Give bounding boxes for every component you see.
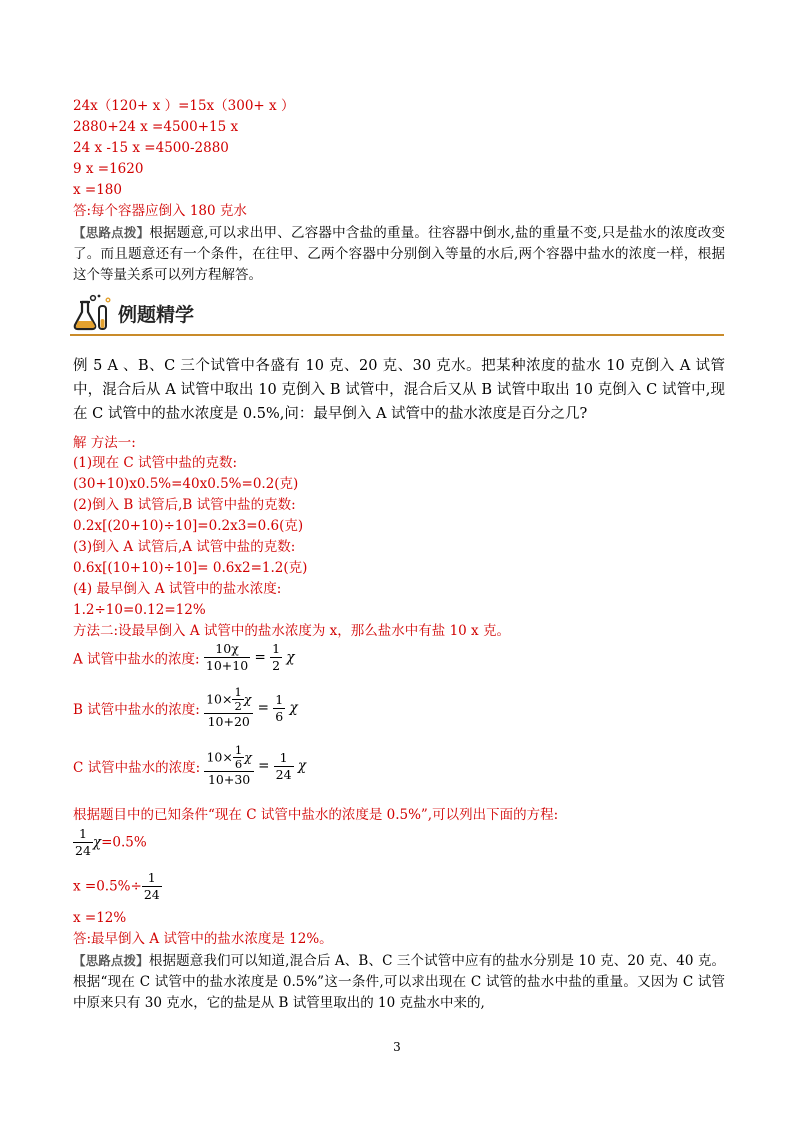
solution-step: (4) 最早倒入 A 试管中的盐水浓度: (73, 581, 282, 597)
fraction: $\frac{1}{24}$ (275, 749, 292, 782)
hint-tag: 【思路点拨】 (73, 225, 150, 240)
concentration-a: A 试管中盐水的浓度: $\frac{10\chi}{10+10}$ = $\frac{1}{2}$ χ (73, 641, 295, 673)
lab-flask-icon (72, 292, 116, 332)
solution-heading: 解 方法一: (73, 435, 136, 451)
fraction: $\frac{1}{24}$ (75, 826, 91, 858)
fraction: 10× $\frac{1}{6}$ χ 10+30 (206, 743, 252, 787)
equation-2: x =0.5%÷ $\frac{1}{24}$ (73, 870, 160, 902)
answer-line: 答:每个容器应倒入 180 克水 (73, 203, 247, 219)
label-c: C 试管中盐水的浓度: (73, 760, 201, 776)
concentration-b: B 试管中盐水的浓度: 10× $\frac{1}{2}$ χ 10+20 = $\frac{1}{6}$ χ (73, 685, 298, 729)
equation-line: 24 x -15 x =4500-2880 (73, 140, 229, 156)
equation-line: 24x（120+ x ）=15x（300+ x ） (73, 98, 295, 114)
equation-line: 9 x =1620 (73, 161, 144, 177)
hint-paragraph (73, 950, 725, 1014)
concentration-c: C 试管中盐水的浓度: 10× $\frac{1}{6}$ χ 10+30 = $\frac{1}{24}$ χ (73, 743, 307, 787)
solution-step: (30+10)x0.5%=40x0.5%=0.2(克) (73, 476, 299, 492)
label-a: A 试管中盐水的浓度: (73, 651, 200, 668)
equation-1: $\frac{1}{24}$ χ=0.5% (75, 826, 147, 858)
equation-line: 2880+24 x =4500+15 x (73, 119, 239, 135)
hint-tag: 【思路点拨】 (73, 953, 149, 968)
example-problem: 例 5 A 、B、C 三个试管中各盛有 10 克、20 克、30 克水。把某种浓度的盐水 10 克倒入 A 试管中，混合后从 A 试管中取出 10 克倒入 B 试管中，混合后又从 B 试管中取出 10 克倒入 C 试管中,现在 C 试管中的盐水浓度是 0.5%,问：最早倒入 A 试管中的盐水浓度是百分之几? (73, 358, 725, 422)
solution-step: (3)倒入 A 试管后,A 试管中盐的克数: (73, 539, 296, 555)
equation-line: x =180 (73, 182, 122, 198)
fraction: $\frac{10\chi}{10+10}$ (205, 641, 249, 673)
method-two-intro: 方法二:设最早倒入 A 试管中的盐水浓度为 x，那么盐水中有盐 10 x 克。 (73, 623, 510, 639)
condition-line: 根据题目中的已知条件“现在 C 试管中盐水的浓度是 0.5%”,可以列出下面的方程: (73, 807, 559, 823)
equation-3: x =12% (73, 910, 127, 926)
fraction: 10× $\frac{1}{2}$ χ 10+20 (206, 685, 252, 729)
answer-line: 答:最早倒入 A 试管中的盐水浓度是 12%。 (73, 931, 333, 947)
page-number: 3 (393, 1040, 401, 1054)
label-b: B 试管中盐水的浓度: (73, 702, 200, 718)
fraction: $\frac{1}{24}$ (143, 870, 160, 902)
fraction: $\frac{1}{6}$ (275, 691, 284, 724)
solution-step: 0.6x[(10+10)÷10]= 0.6x2=1.2(克) (73, 560, 308, 576)
solution-step: (1)现在 C 试管中盐的克数: (73, 455, 238, 471)
solution-step: 0.2x[(20+10)÷10]=0.2x3=0.6(克) (73, 518, 304, 534)
solution-step: (2)倒入 B 试管后,B 试管中盐的克数: (73, 497, 296, 513)
hint-text: 根据题意,可以求出甲、乙容器中含盐的重量。往容器中倒水,盐的重量不变,只是盐水的浓度改变了。而且题意还有一个条件，在往甲、乙两个容器中分别倒入等量的水后,两个容器中盐水的浓度一样，根据这个等量关系可以列方程解答。 (73, 225, 725, 283)
solution-step: 1.2÷10=0.12=12% (73, 602, 206, 618)
hint-text: 根据题意我们可以知道,混合后 A、B、C 三个试管中应有的盐水分别是 10 克、20 克、40 克。根据“现在 C 试管中的盐水浓度是 0.5%”这一条件,可以求出现在 C 试管的盐水中盐的重量。又因为 C 试管中原来只有 30 克水，它的盐是从 B 试管里取出的 10 克盐水中来的, (73, 953, 725, 1011)
section-banner (70, 292, 724, 336)
fraction: $\frac{1}{2}$ (272, 641, 281, 673)
hint-paragraph (73, 222, 725, 286)
section-title: 例题精学 (118, 304, 195, 326)
